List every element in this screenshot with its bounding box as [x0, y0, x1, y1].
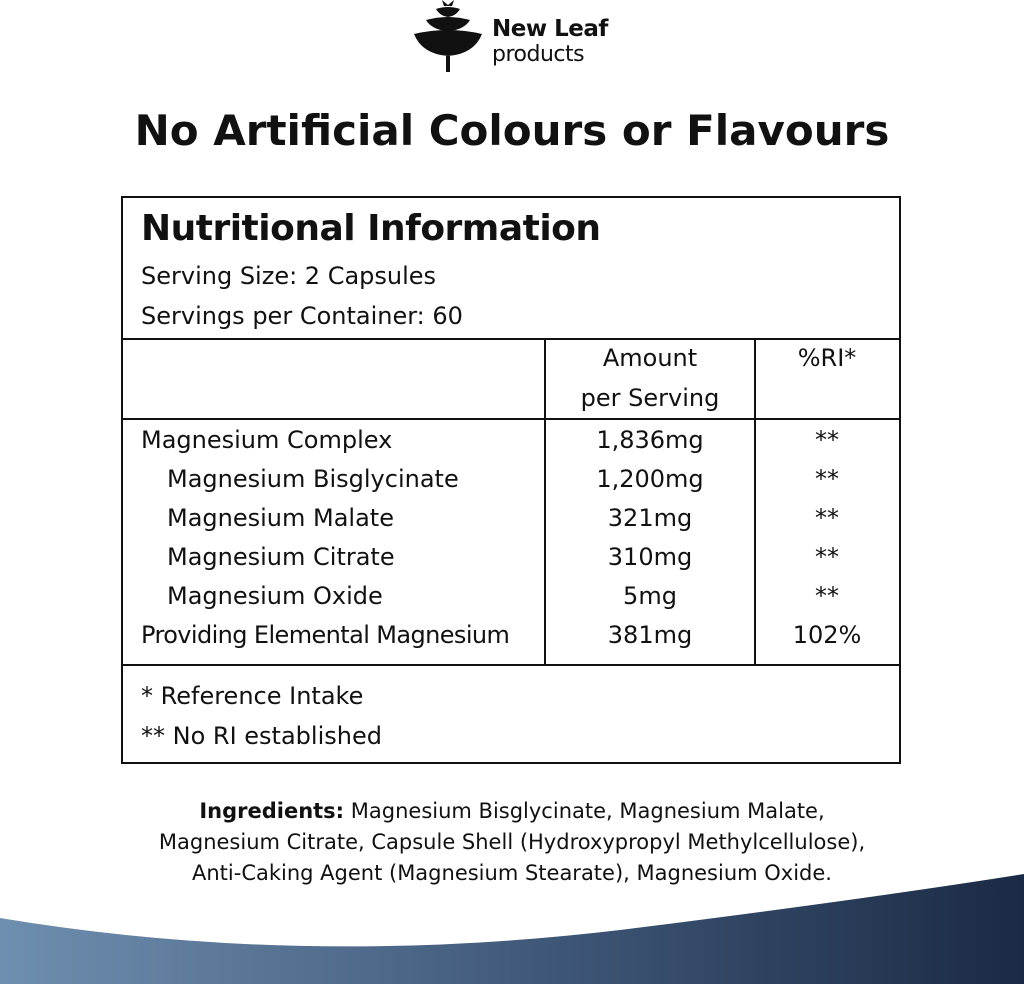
header-amount-line2: per Serving — [580, 384, 720, 412]
page-headline: No Artificial Colours or Flavours — [134, 106, 890, 155]
header-amount-line1: Amount — [602, 344, 698, 372]
row-ri: ** — [815, 543, 839, 571]
row-name: Magnesium Malate — [167, 504, 394, 532]
ingredients-label: Ingredients: — [199, 799, 345, 823]
footnote: ** No RI established — [141, 722, 382, 750]
row-amount: 321mg — [607, 504, 693, 532]
row-name: Magnesium Bisglycinate — [167, 465, 459, 493]
divider — [123, 338, 899, 340]
brand-subname: products — [492, 42, 585, 67]
nutrition-panel — [121, 196, 901, 764]
ingredients-line: Magnesium Citrate, Capsule Shell (Hydroxypropyl Methylcellulose), — [158, 830, 866, 854]
row-ri: ** — [815, 426, 839, 454]
divider — [123, 418, 899, 420]
row-name: Magnesium Complex — [141, 426, 393, 454]
ingredients-line: Anti-Caking Agent (Magnesium Stearate), Magnesium Oxide. — [192, 861, 832, 885]
row-name: Magnesium Oxide — [167, 582, 383, 610]
row-ri: ** — [815, 504, 839, 532]
row-amount: 1,836mg — [596, 426, 704, 454]
ingredients-line: Magnesium Bisglycinate, Magnesium Malate, — [344, 799, 825, 823]
row-ri: ** — [815, 582, 839, 610]
row-name: Magnesium Citrate — [167, 543, 395, 571]
footnote: * Reference Intake — [141, 682, 364, 710]
brand-name: New Leaf — [492, 16, 608, 42]
row-amount: 310mg — [607, 543, 693, 571]
row-ri: ** — [815, 465, 839, 493]
serving-size: Serving Size: 2 Capsules — [141, 262, 437, 290]
header-ri: %RI* — [797, 344, 857, 372]
row-amount: 5mg — [623, 582, 677, 610]
row-amount: 1,200mg — [596, 465, 704, 493]
brand-logo — [412, 0, 632, 74]
servings-per-container: Servings per Container: 60 — [141, 302, 463, 330]
divider — [123, 664, 899, 666]
row-amount: 381mg — [607, 621, 693, 649]
panel-title: Nutritional Information — [141, 208, 601, 249]
row-ri: 102% — [792, 621, 862, 649]
tiered-leaf-icon — [412, 0, 484, 74]
row-name: Providing Elemental Magnesium — [141, 621, 510, 649]
decorative-wave — [0, 860, 1024, 984]
